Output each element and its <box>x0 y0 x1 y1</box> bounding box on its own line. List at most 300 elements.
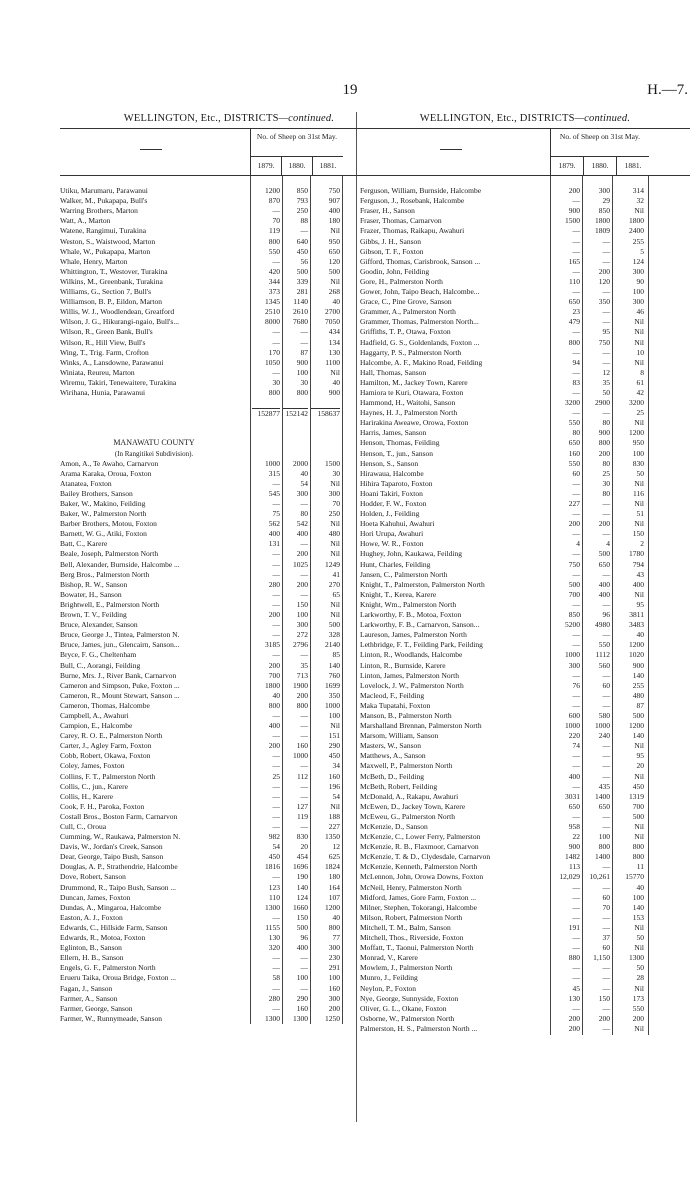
table-row <box>60 620 398 630</box>
sheep-count-1879: 4 <box>576 539 580 549</box>
sheep-count-1879: 75 <box>272 509 280 519</box>
sheep-count-1879: 1300 <box>265 902 280 912</box>
table-row <box>60 973 398 983</box>
sheep-count-1881: 40 <box>332 912 340 922</box>
sheep-count-1879: 870 <box>268 196 280 206</box>
table-row <box>360 640 690 650</box>
holder-name: Lethbridge, F. T., Feilding Park, Feilding <box>360 640 483 650</box>
page-number: 19 <box>342 82 358 98</box>
sheep-count-1880: 200 <box>598 448 610 458</box>
sheep-count-1879: 3185 <box>265 640 280 650</box>
sheep-count-1880: — <box>602 963 610 973</box>
sheep-count-1880: 12 <box>602 367 610 377</box>
holder-name: Hughey, John, Kaukawa, Feilding <box>360 549 462 559</box>
table-row <box>60 297 398 307</box>
sheep-count-1879: — <box>272 912 280 922</box>
sheep-count-1881: 134 <box>328 337 340 347</box>
sheep-count-1879: 23 <box>572 307 580 317</box>
holder-name: Gifford, Thomas, Carisbrook, Sanson ... <box>360 256 481 266</box>
holder-name: Bruce, George J., Tintea, Palmerston N. <box>60 630 180 640</box>
sheep-count-1879: 300 <box>568 660 580 670</box>
table-row <box>60 186 398 196</box>
sheep-count-1880: 1900 <box>293 680 308 690</box>
sheep-count-1880: 560 <box>598 660 610 670</box>
holder-name: Manson, B., Palmerston North <box>360 710 452 720</box>
sheep-count-1881: Nil <box>634 832 644 842</box>
sheep-count-1879: — <box>572 408 580 418</box>
holder-name: Laureson, James, Palmerston North <box>360 630 467 640</box>
table-row <box>60 782 398 792</box>
sheep-count-1879: — <box>272 327 280 337</box>
sheep-count-1879: 315 <box>268 468 280 478</box>
table-row <box>60 560 398 570</box>
sheep-count-1881: 116 <box>633 488 644 498</box>
sheep-count-1881: 300 <box>632 297 644 307</box>
sheep-count-1880: 160 <box>296 741 308 751</box>
sheep-count-1881: 77 <box>332 933 340 943</box>
sheep-count-1880: 300 <box>598 186 610 196</box>
total-row <box>60 408 398 418</box>
table-row <box>60 903 398 913</box>
holder-name: Larkworthy, F. B., Motoa, Foxton <box>360 610 462 620</box>
sheep-count-1879: — <box>272 499 280 508</box>
holder-name: Dundas, A., Mingaroa, Halcombe <box>60 902 162 912</box>
holder-name: Cobb, Robert, Okawa, Foxton <box>60 751 151 761</box>
table-row <box>360 570 690 580</box>
table-row <box>60 287 398 297</box>
holder-name: McEweu, G., Palmerston North <box>360 811 455 821</box>
sheep-count-1880: — <box>602 973 610 983</box>
table-row <box>60 872 398 882</box>
table-row <box>60 216 398 226</box>
sheep-count-1881: 32 <box>636 196 644 206</box>
holder-name: Bryce, F. G., Cheltenham <box>60 650 137 660</box>
holder-name: Maxwell, P., Palmerston North <box>360 761 453 771</box>
sheep-count-1881: 1100 <box>325 357 340 367</box>
sheep-count-1879: — <box>572 1003 580 1013</box>
sheep-count-1881: 1249 <box>325 559 340 569</box>
holder-name: Walker, M., Pukapapa, Bull's <box>60 196 148 206</box>
table-row <box>360 479 690 489</box>
holder-name: Henson, Thomas, Feilding <box>360 438 440 448</box>
sheep-count-1879: 130 <box>268 933 280 943</box>
holder-name: Utiku, Marumaru, Parawanui <box>60 186 148 196</box>
table-row <box>360 317 690 327</box>
sheep-count-1880: 80 <box>300 509 308 519</box>
sheep-count-1880: 800 <box>598 842 610 852</box>
sheep-count-1881: 830 <box>632 458 644 468</box>
sheep-count-1881: 800 <box>328 922 340 932</box>
holder-name: Mowlem, J., Palmerston North <box>360 963 453 973</box>
sheep-count-1879: 650 <box>568 438 580 448</box>
holder-name: McBeth, Robert, Feilding <box>360 781 438 791</box>
sheep-count-1879: — <box>572 387 580 397</box>
table-row <box>360 327 690 337</box>
sheep-count-1880: 650 <box>598 801 610 811</box>
sheep-count-1881: 500 <box>328 620 340 630</box>
table-row <box>360 226 690 236</box>
sheep-count-1879: — <box>272 630 280 640</box>
sheep-count-1881: 300 <box>328 488 340 498</box>
table-row <box>60 338 398 348</box>
table-row <box>60 459 398 469</box>
sheep-count-1880: — <box>602 287 610 297</box>
holder-name: Knight, Wm., Palmerston North <box>360 599 457 609</box>
holder-name: Warring Brothers, Marton <box>60 206 138 216</box>
sheep-count-1880: 800 <box>296 700 308 710</box>
sheep-count-1881: 3811 <box>629 610 644 620</box>
sheep-count-1879: 900 <box>568 206 580 216</box>
sheep-count-1879: 1482 <box>565 852 580 862</box>
sheep-count-1880: — <box>602 630 610 640</box>
table-row <box>360 883 690 893</box>
table-row <box>60 640 398 650</box>
table-row <box>360 681 690 691</box>
sheep-count-1881: 90 <box>636 276 644 286</box>
sheep-count-1879: 400 <box>268 529 280 539</box>
sheep-count-1879: 800 <box>268 387 280 397</box>
sheep-count-1881: 140 <box>632 670 644 680</box>
table-row <box>360 620 690 630</box>
holder-name: Collis, C., jun., Karere <box>60 781 128 791</box>
table-row <box>60 348 398 358</box>
sheep-count-1879: 545 <box>268 488 280 498</box>
holder-name: Cook, F. H., Paroka, Foxton <box>60 801 145 811</box>
holder-name: Ferguson, William, Burnside, Halcombe <box>360 186 482 196</box>
sheep-count-1881: Nil <box>330 519 340 529</box>
holder-name: Gibson, T. F., Foxton <box>360 246 424 256</box>
left-column <box>60 110 398 1024</box>
sheep-count-1881: 130 <box>328 347 340 357</box>
sheep-count-1879: 83 <box>572 377 580 387</box>
sheep-count-1881: Nil <box>634 499 644 508</box>
sheep-count-1881: 40 <box>332 297 340 307</box>
holder-name: Hammond, H., Waitohi, Sanson <box>360 398 456 408</box>
sheep-count-1881: 750 <box>328 186 340 196</box>
holder-name: Bruce, Alexander, Sanson <box>60 620 138 630</box>
table-row <box>360 1024 690 1034</box>
table-row <box>360 277 690 287</box>
table-row <box>60 671 398 681</box>
holder-name: Halcombe, A. F., Makino Road, Feilding <box>360 357 483 367</box>
sheep-count-1879: — <box>572 640 580 650</box>
table-row <box>60 388 398 398</box>
sheep-count-1880: 100 <box>598 832 610 842</box>
sheep-count-1880: 35 <box>602 377 610 387</box>
table-row <box>60 721 398 731</box>
sheep-count-1879: 200 <box>568 186 580 196</box>
table-row <box>360 338 690 348</box>
table-row <box>60 711 398 721</box>
sheep-count-1879: 1500 <box>565 216 580 226</box>
sheep-count-1881: 2700 <box>325 307 340 317</box>
holder-name: Matthews, A., Sanson <box>360 751 426 761</box>
sheep-count-1881: 200 <box>328 1003 340 1013</box>
sheep-count-1880: — <box>300 337 308 347</box>
left-name-header <box>140 149 162 150</box>
sheep-count-1881: 1200 <box>629 640 644 650</box>
sheep-count-1879: 70 <box>272 216 280 226</box>
holder-name: Wilson, J. G., Hikurangi-ngaio, Bull's... <box>60 317 179 327</box>
sheep-count-1879: — <box>572 700 580 710</box>
sheep-count-1879: — <box>572 599 580 609</box>
holder-name: Watene, Rangimui, Turakina <box>60 226 147 236</box>
sheep-count-1879: — <box>272 953 280 963</box>
sheep-count-1879: 40 <box>272 690 280 700</box>
holder-name: Ferguson, J., Rosebank, Halcombe <box>360 196 465 206</box>
holder-name: Holden, J., Feilding <box>360 509 420 519</box>
sheep-count-1879: 550 <box>268 246 280 256</box>
sheep-count-1880: 100 <box>296 610 308 620</box>
table-row <box>360 650 690 660</box>
sheep-count-1879: 119 <box>269 226 280 236</box>
sheep-count-1880: 1800 <box>595 216 610 226</box>
sheep-count-1879: — <box>572 751 580 761</box>
sheep-count-1881: Nil <box>634 206 644 216</box>
holder-name: Gower, John, Taipo Beach, Halcombe... <box>360 287 480 297</box>
sheep-count-1880: 29 <box>602 196 610 206</box>
sheep-count-1879: 74 <box>572 741 580 751</box>
holder-name: Collis, H., Karere <box>60 791 114 801</box>
holder-name: Hihira Taparoto, Foxton <box>360 478 433 488</box>
sheep-count-1879: 1300 <box>265 1013 280 1023</box>
table-row <box>60 479 398 489</box>
sheep-count-1879: 191 <box>568 922 580 932</box>
table-row <box>60 590 398 600</box>
sheep-count-1880: 290 <box>296 993 308 1003</box>
sheep-count-1879: 900 <box>568 842 580 852</box>
sheep-count-1880: 56 <box>300 256 308 266</box>
table-row <box>60 994 398 1004</box>
sheep-count-1881: 650 <box>328 246 340 256</box>
sheep-count-1880: 80 <box>602 458 610 468</box>
table-row <box>360 287 690 297</box>
sheep-count-1881: 1250 <box>325 1013 340 1023</box>
table-row <box>60 307 398 317</box>
table-row <box>60 701 398 711</box>
table-row <box>360 792 690 802</box>
holder-name: Baker, W., Palmerston North <box>60 509 147 519</box>
sheep-count-1879: 650 <box>568 801 580 811</box>
sheep-count-1879: — <box>272 549 280 559</box>
holder-name: Farmer, A., Sanson <box>60 993 118 1003</box>
holder-name: Eglinton, B., Sanson <box>60 943 122 953</box>
sheep-count-1879: 280 <box>268 579 280 589</box>
sheep-count-1879: — <box>572 509 580 519</box>
sheep-count-1880: 100 <box>296 367 308 377</box>
sheep-count-1879: — <box>572 811 580 821</box>
sheep-count-1880: 500 <box>598 549 610 559</box>
table-row <box>60 630 398 640</box>
sheep-count-1881: 1200 <box>629 428 644 438</box>
table-row <box>360 761 690 771</box>
sheep-count-1879: — <box>272 710 280 720</box>
holder-name: Harirakina Aweawe, Orowa, Foxton <box>360 418 469 428</box>
sheep-count-1881: 700 <box>632 801 644 811</box>
holder-name: Dear, George, Taipo Bush, Sanson <box>60 852 164 862</box>
table-row <box>360 842 690 852</box>
holder-name: Knight, T., Kerea, Karere <box>360 589 437 599</box>
sheep-count-1879: — <box>572 892 580 902</box>
sheep-count-1879: 60 <box>572 468 580 478</box>
sheep-count-1880: 500 <box>296 922 308 932</box>
holder-name: Milner, Stephen, Tokorangi, Halcombe <box>360 902 477 912</box>
sheep-count-1880: 1140 <box>293 297 308 307</box>
sheep-count-1880: 750 <box>598 337 610 347</box>
sheep-count-1880: 60 <box>602 943 610 953</box>
table-row <box>360 893 690 903</box>
table-row <box>360 307 690 317</box>
sheep-count-1879: 1000 <box>265 458 280 468</box>
sheep-count-1879: 131 <box>268 539 280 549</box>
sheep-count-1879: 1816 <box>265 862 280 872</box>
holder-name: Willis, W. J., Woodlendean, Greatford <box>60 307 175 317</box>
holder-name: Linton, James, Palmerston North <box>360 670 459 680</box>
sheep-count-1880: — <box>602 529 610 539</box>
holder-name: Goodin, John, Feilding <box>360 266 430 276</box>
sheep-count-1880: 550 <box>598 640 610 650</box>
table-row <box>360 913 690 923</box>
sheep-count-1880: 500 <box>296 266 308 276</box>
sheep-count-1881: 95 <box>636 751 644 761</box>
table-row <box>60 247 398 257</box>
sheep-count-1880: — <box>602 246 610 256</box>
sheep-count-1880: 88 <box>300 216 308 226</box>
sheep-count-1880: 1300 <box>293 1013 308 1023</box>
holder-name: McDonald, A., Rakapu, Awahuri <box>360 791 459 801</box>
table-row <box>360 428 690 438</box>
holder-name: Fraser, H., Sanson <box>360 206 415 216</box>
sheep-count-1879: 200 <box>568 1023 580 1033</box>
table-row <box>360 963 690 973</box>
table-row <box>60 812 398 822</box>
sheep-count-1881: 300 <box>328 943 340 953</box>
holder-name: Moffatt, T., Taonui, Palmerston North <box>360 943 474 953</box>
sheep-count-1879: 200 <box>268 610 280 620</box>
holder-name: Milson, Robert, Palmerston North <box>360 912 463 922</box>
table-row <box>360 600 690 610</box>
sheep-count-1879: 550 <box>568 458 580 468</box>
table-row <box>360 933 690 943</box>
sheep-count-1880: 200 <box>598 519 610 529</box>
sheep-count-1879: 54 <box>272 842 280 852</box>
sheep-count-1881: 100 <box>328 973 340 983</box>
holder-name: Bowater, H., Sanson <box>60 589 122 599</box>
holder-name: McKenzie, D., Sanson <box>360 822 428 831</box>
sheep-count-1881: 1319 <box>629 791 644 801</box>
sheep-count-1881: 51 <box>636 509 644 519</box>
sheep-count-1881: 1800 <box>629 216 644 226</box>
sheep-count-1880: 800 <box>296 387 308 397</box>
blank-row <box>60 176 398 186</box>
sheep-count-1879: 110 <box>269 892 280 902</box>
sheep-count-1879: 800 <box>268 700 280 710</box>
sheep-count-1880: 640 <box>296 236 308 246</box>
sheep-count-1880: 1112 <box>595 650 610 660</box>
sheep-count-1881: 300 <box>632 266 644 276</box>
sheep-count-1881: 480 <box>328 529 340 539</box>
holder-name: Campion, E., Halcombe <box>60 721 133 731</box>
sheep-count-1881: 950 <box>632 438 644 448</box>
sheep-count-1881: 164 <box>328 882 340 892</box>
holder-name: Wing, T., Trig. Farm, Crofton <box>60 347 149 357</box>
sheep-count-1880: 25 <box>602 468 610 478</box>
sheep-count-1881: Nil <box>330 226 340 236</box>
holder-name: Wiremu, Takiri, Tenewaitere, Turakina <box>60 377 177 387</box>
sheep-count-1879: 5200 <box>565 620 580 630</box>
table-row <box>360 610 690 620</box>
sheep-count-1880: 800 <box>598 438 610 448</box>
sheep-count-1881: 290 <box>328 741 340 751</box>
holder-name: Gore, H., Palmerston North <box>360 276 443 286</box>
holder-name: Whale, Henry, Marton <box>60 256 128 266</box>
holder-name: Howe, W. R., Foxton <box>360 539 424 549</box>
holder-name: Drummond, R., Taipo Bush, Sanson ... <box>60 882 177 892</box>
total-1881: 158637 <box>310 408 340 419</box>
sheep-count-1880: 450 <box>296 246 308 256</box>
page-reference: H.—7. <box>647 82 688 98</box>
sheep-count-1881: Nil <box>330 478 340 488</box>
sheep-count-1879: — <box>572 690 580 700</box>
holder-name: Grammer, Thomas, Palmerston North... <box>360 317 479 327</box>
table-row <box>60 650 398 660</box>
sheep-count-1879: 227 <box>568 499 580 508</box>
holder-name: Frazer, Thomas, Raikapu, Awahuri <box>360 226 465 236</box>
table-row <box>60 893 398 903</box>
sheep-count-1881: Nil <box>634 983 644 993</box>
sheep-count-1880: — <box>300 226 308 236</box>
sheep-count-1879: 170 <box>268 347 280 357</box>
column-rule <box>582 176 583 1035</box>
holder-name: Henson, S., Sanson <box>360 458 419 468</box>
sheep-count-1880: 37 <box>602 933 610 943</box>
sheep-count-1880: 100 <box>296 973 308 983</box>
table-row <box>60 196 398 206</box>
sheep-count-1881: 54 <box>332 791 340 801</box>
sheep-count-1880: 4 <box>606 539 610 549</box>
table-row <box>60 378 398 388</box>
sheep-count-1881: 173 <box>632 993 644 1003</box>
holder-name: Weston, S., Waistwood, Marton <box>60 236 156 246</box>
holder-name: McKenzie, Kenneth, Palmerston North <box>360 862 478 872</box>
table-row <box>60 368 398 378</box>
right-year-1879: 1879. <box>558 161 576 170</box>
sheep-count-1881: 907 <box>328 196 340 206</box>
table-row <box>60 741 398 751</box>
sheep-count-1880: 1660 <box>293 902 308 912</box>
sheep-count-1880: 200 <box>598 266 610 276</box>
holder-name: McKenzie, T. & D., Clydesdale, Carnarvon <box>360 852 491 862</box>
sheep-count-1879: 800 <box>268 236 280 246</box>
sheep-count-1880: 7680 <box>293 317 308 327</box>
sheep-count-1880: — <box>300 539 308 549</box>
holder-name: Jansen, C., Palmerston North <box>360 569 448 579</box>
sheep-count-1881: 50 <box>636 963 644 973</box>
table-row <box>360 247 690 257</box>
table-row <box>60 984 398 994</box>
sheep-count-1879: 1200 <box>265 186 280 196</box>
table-row <box>60 1004 398 1014</box>
table-row <box>60 953 398 963</box>
holder-name: Wirihana, Hunia, Parawanui <box>60 387 146 397</box>
table-row <box>360 196 690 206</box>
sheep-count-1880: 200 <box>296 579 308 589</box>
sheep-count-1880: 119 <box>297 811 308 821</box>
table-row <box>60 570 398 580</box>
sheep-count-1880: — <box>300 499 308 508</box>
sheep-count-1880: 400 <box>296 943 308 953</box>
left-year-headers <box>251 156 343 175</box>
